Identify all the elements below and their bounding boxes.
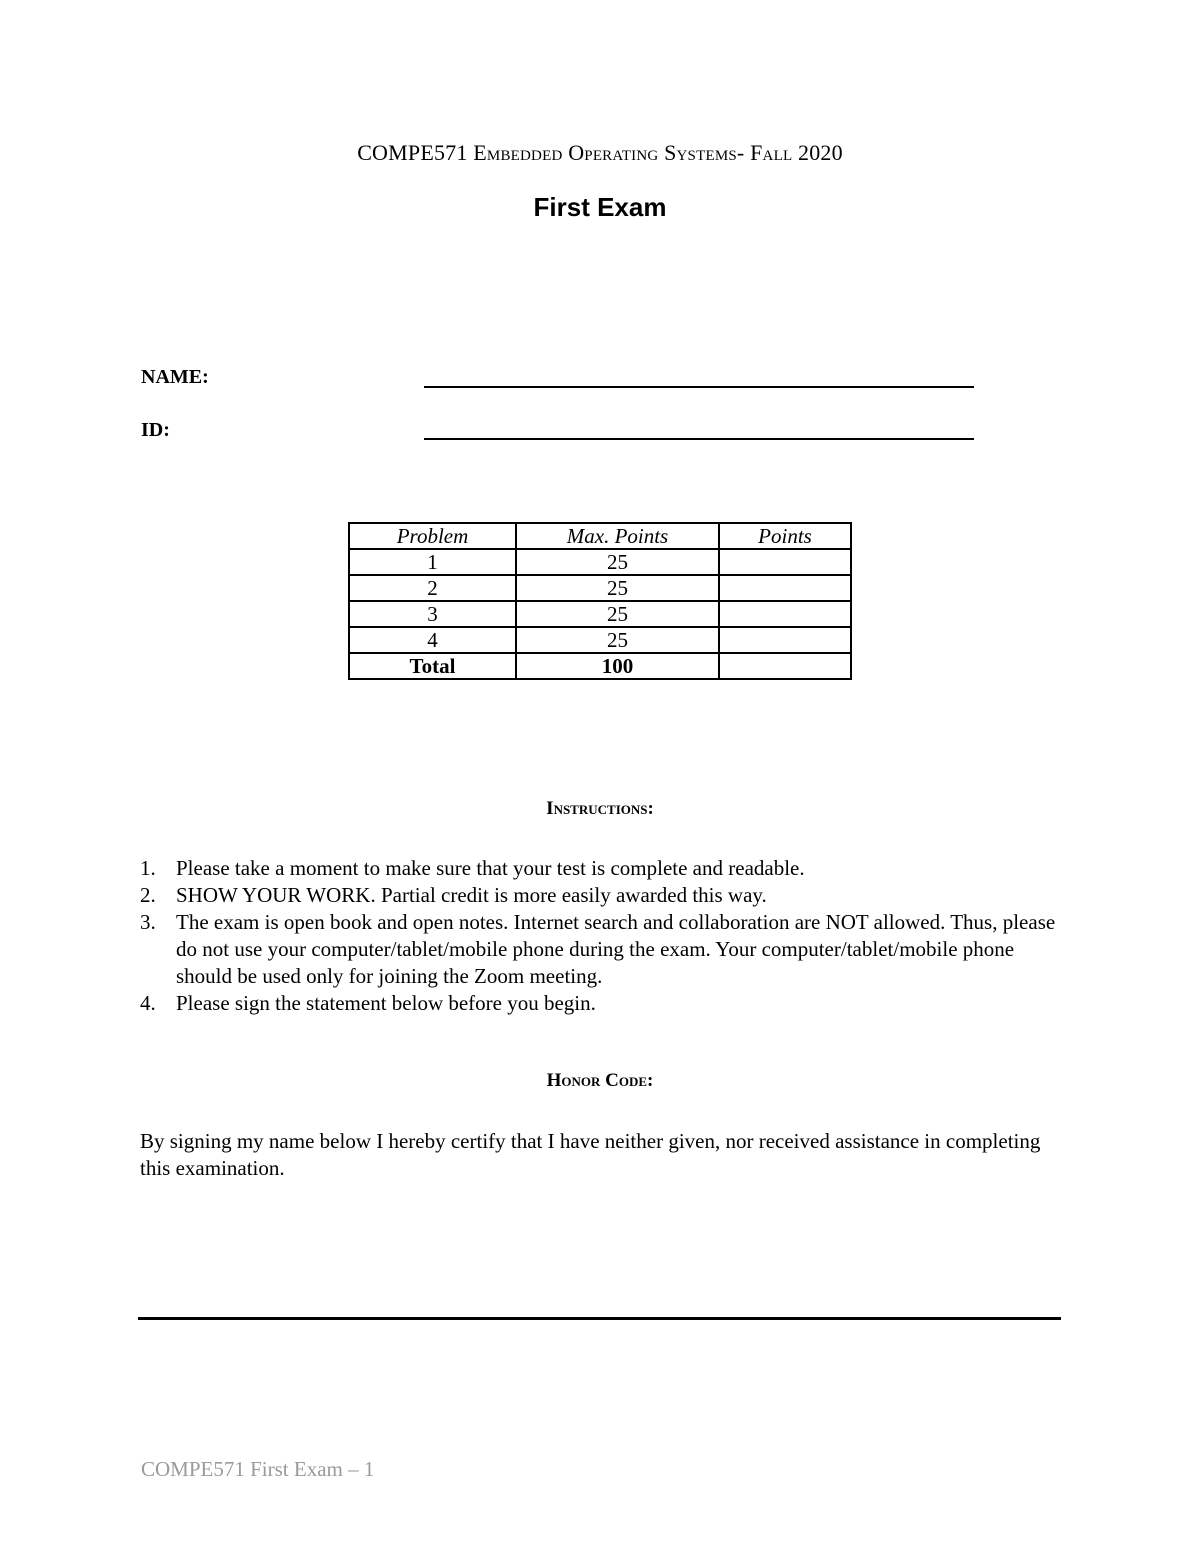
- table-header-row: [349, 523, 851, 549]
- problem-cell: 4: [349, 627, 516, 653]
- id-line[interactable]: [424, 438, 974, 440]
- table-row: [349, 549, 851, 575]
- list-item: [140, 882, 1060, 909]
- honor-code-heading: Honor Code:: [546, 1070, 654, 1091]
- table-row: [349, 601, 851, 627]
- list-item: [140, 909, 1060, 990]
- problem-cell: 2: [349, 575, 516, 601]
- list-number: 2.: [140, 883, 156, 907]
- points-cell[interactable]: [719, 549, 851, 575]
- honor-code-text: By signing my name below I hereby certify that I have neither given, nor received assistance in completing this examination.: [140, 1129, 1041, 1180]
- points-cell[interactable]: [719, 575, 851, 601]
- list-text: Please take a moment to make sure that your test is complete and readable.: [176, 856, 805, 880]
- total-points-cell[interactable]: [719, 653, 851, 679]
- list-number: 3.: [140, 910, 156, 934]
- points-cell[interactable]: [719, 601, 851, 627]
- max-points-cell: 25: [516, 549, 719, 575]
- list-item: [140, 855, 1060, 882]
- table-total-row: [349, 653, 851, 679]
- points-cell[interactable]: [719, 627, 851, 653]
- total-label-cell: Total: [349, 653, 516, 679]
- list-number: 4.: [140, 991, 156, 1015]
- score-table: [348, 522, 852, 680]
- exam-title: First Exam: [533, 192, 667, 222]
- list-number: 1.: [140, 856, 156, 880]
- list-text: The exam is open book and open notes. Internet search and collaboration are NOT allowed. Thus, please do not use your computer/tablet/mobile phone during the exam. Your computer/tablet/mobile phone should be used only for joining the Zoom meeting.: [176, 910, 1056, 988]
- problem-cell: 1: [349, 549, 516, 575]
- signature-line[interactable]: [138, 1317, 1061, 1320]
- table-row: [349, 627, 851, 653]
- list-text: SHOW YOUR WORK. Partial credit is more easily awarded this way.: [176, 883, 767, 907]
- total-max-cell: 100: [516, 653, 719, 679]
- max-points-cell: 25: [516, 575, 719, 601]
- id-label: ID:: [141, 419, 170, 441]
- problem-cell: 3: [349, 601, 516, 627]
- max-points-cell: 25: [516, 601, 719, 627]
- header-max-points: Max. Points: [516, 523, 719, 549]
- header-points: Points: [719, 523, 851, 549]
- course-header: COMPE571 Embedded Operating Systems- Fall 2020: [357, 140, 843, 165]
- list-item: [140, 990, 1060, 1017]
- list-text: Please sign the statement below before you begin.: [176, 991, 596, 1015]
- page-footer: COMPE571 First Exam – 1: [141, 1457, 375, 1481]
- name-line[interactable]: [424, 386, 974, 388]
- max-points-cell: 25: [516, 627, 719, 653]
- instructions-list: [140, 855, 1060, 1017]
- instructions-heading: Instructions:: [546, 798, 654, 819]
- name-label: NAME:: [141, 366, 209, 388]
- table-row: [349, 575, 851, 601]
- header-problem: Problem: [349, 523, 516, 549]
